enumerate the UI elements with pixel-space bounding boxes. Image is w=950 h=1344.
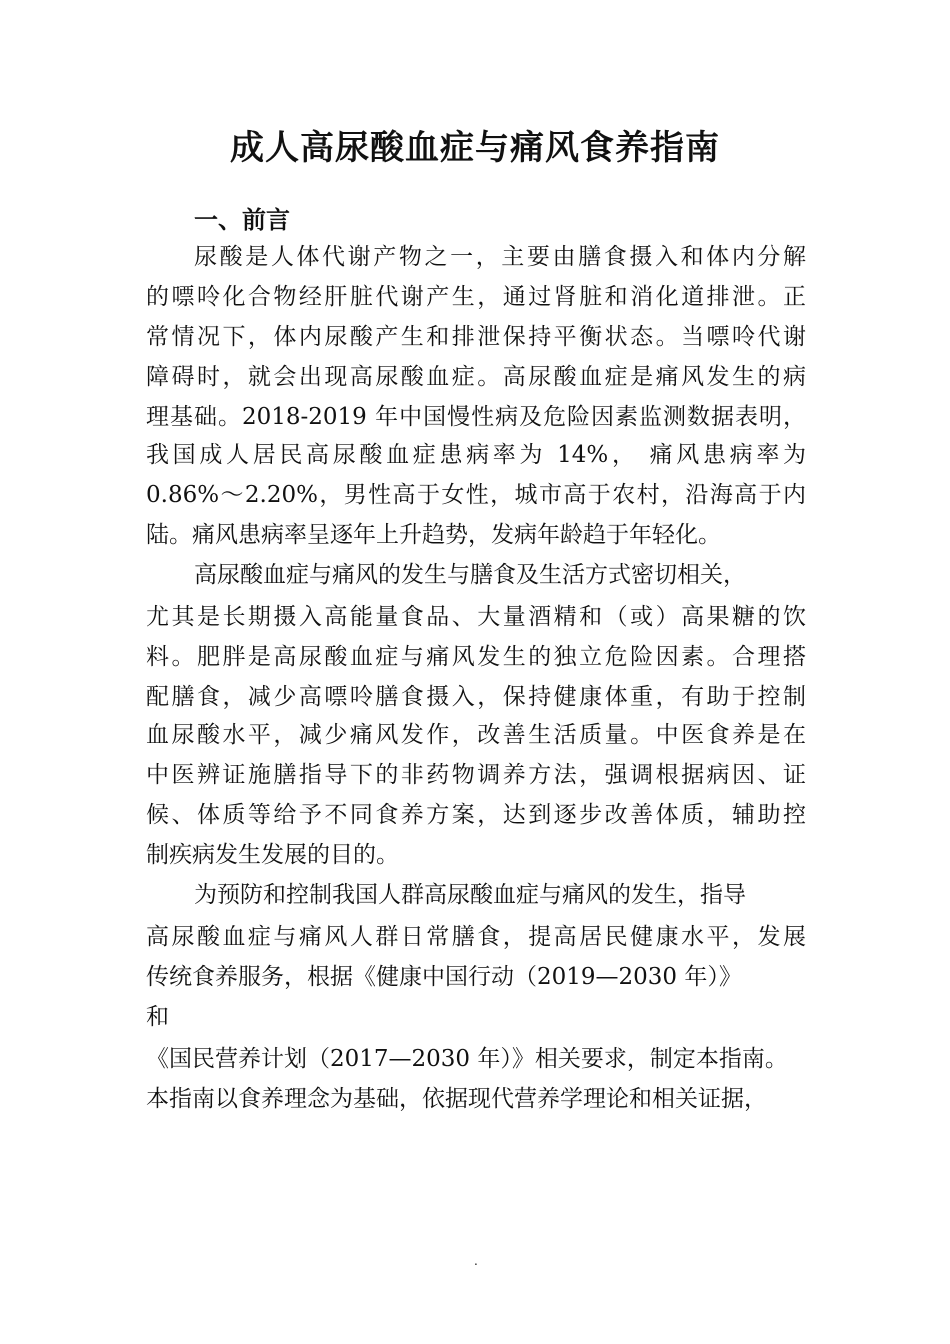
paragraph-line: 配膳食，减少高嘌呤膳食摄入，保持健康体重，有助于控制: [146, 684, 806, 710]
paragraph-line: 尿酸是人体代谢产物之一，主要由膳食摄入和体内分解: [194, 244, 806, 270]
paragraph-line: 和: [146, 1004, 169, 1030]
paragraph-line: 高尿酸血症与痛风的发生与膳食及生活方式密切相关，: [194, 562, 746, 588]
paragraph-line: 制疾病发生发展的目的。: [146, 842, 399, 868]
paragraph-line: 理基础。2018-2019 年中国慢性病及危险因素监测数据表明，: [146, 404, 806, 430]
paragraph-line: 本指南以食养理念为基础，依据现代营养学理论和相关证据，: [146, 1086, 767, 1112]
paragraph-line: 陆。痛风患病率呈逐年上升趋势，发病年龄趋于年轻化。: [146, 522, 721, 548]
paragraph-line: 常情况下，体内尿酸产生和排泄保持平衡状态。当嘌呤代谢: [146, 324, 806, 350]
paragraph-line: 中医辨证施膳指导下的非药物调养方法，强调根据病因、证: [146, 762, 806, 788]
paragraph-line: 料。肥胖是高尿酸血症与痛风发生的独立危险因素。合理搭: [146, 644, 806, 670]
paragraph-line: 传统食养服务，根据《健康中国行动（2019—2030 年）》: [146, 964, 742, 990]
paragraph-line: 《国民营养计划（2017—2030 年）》相关要求，制定本指南。: [146, 1046, 788, 1072]
paragraph-line: 为预防和控制我国人群高尿酸血症与痛风的发生，指导: [194, 882, 746, 908]
paragraph-line: 尤其是长期摄入高能量食品、大量酒精和（或）高果糖的饮: [146, 604, 806, 630]
paragraph-line: 0.86%～2.20%，男性高于女性，城市高于农村，沿海高于内: [146, 482, 806, 508]
document-title: 成人高尿酸血症与痛风食养指南: [230, 128, 720, 168]
paragraph-line: 候、体质等给予不同食养方案，达到逐步改善体质，辅助控: [146, 802, 806, 828]
paragraph-line: 我国成人居民高尿酸血症患病率为 14%， 痛风患病率为: [146, 442, 806, 468]
paragraph-line: 高尿酸血症与痛风人群日常膳食，提高居民健康水平，发展: [146, 924, 806, 950]
footer-mark: .: [474, 1254, 478, 1268]
paragraph-line: 的嘌呤化合物经肝脏代谢产生，通过肾脏和消化道排泄。正: [146, 284, 806, 310]
paragraph-line: 血尿酸水平，减少痛风发作，改善生活质量。中医食养是在: [146, 722, 806, 748]
section-heading: 一、前言: [194, 206, 290, 234]
paragraph-line: 障碍时，就会出现高尿酸血症。高尿酸血症是痛风发生的病: [146, 364, 806, 390]
